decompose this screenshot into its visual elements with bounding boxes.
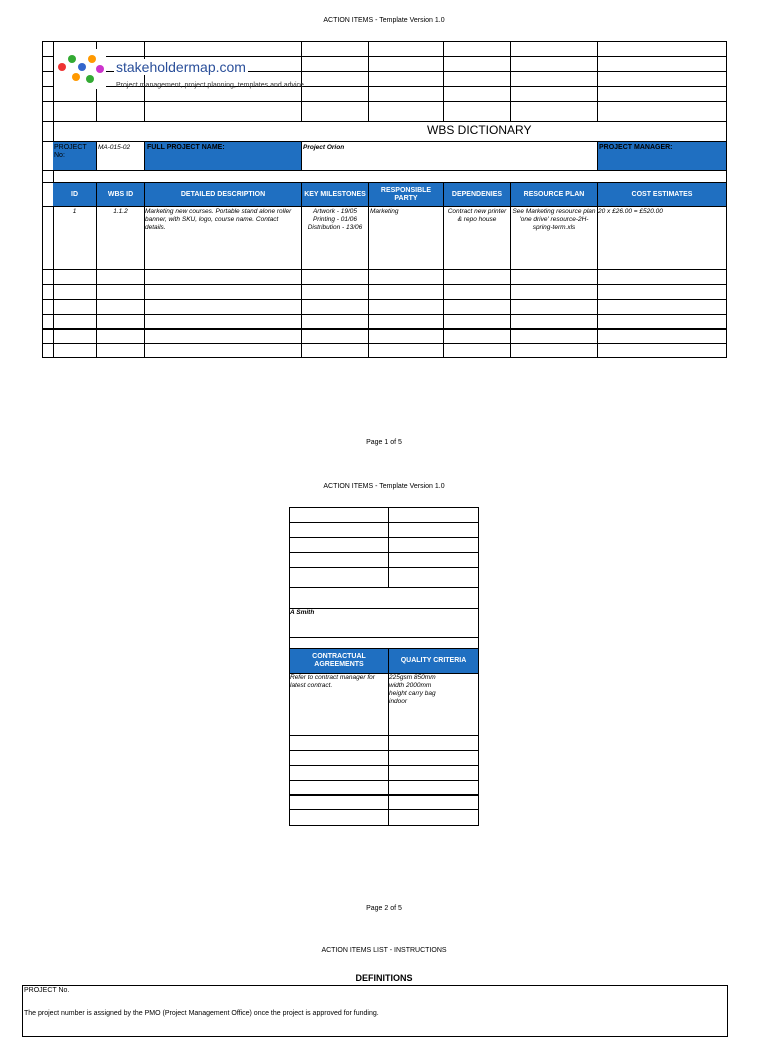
page-footer-2: Page 2 of 5 [366,905,402,912]
definitions-box [22,985,728,1037]
definitions-title: DEFINITIONS [355,973,413,983]
project-manager-label: PROJECT MANAGER: [597,142,726,170]
row1-id: 1 [72,208,77,215]
col-responsible: RESPONSIBLE PARTY [380,186,432,202]
quality-table [289,507,479,826]
name-value: A Smith [290,609,315,616]
full-project-name-value: Project Orion [303,144,345,151]
logo-icon [54,49,106,89]
col-dependencies: DEPENDENIES [451,190,503,198]
full-project-name-label: FULL PROJECT NAME: [145,142,301,170]
logo-text: stakeholdermap.com [116,59,246,75]
row1-resource-plan: See Marketing resource plan 'one drive' resource-2H-spring-term.xls [512,208,596,231]
project-no-value: MA-015-02 [98,144,131,151]
col-resource-plan: RESOURCE PLAN [523,190,585,198]
row1-wbs-id: 1.1.2 [113,208,128,215]
project-no-definition: The project number is assigned by the PMO (Project Management Office) once the project is approved for funding. [24,1010,379,1017]
wbs-table [42,41,727,358]
page-title: WBS DICTIONARY [427,123,532,137]
page-header: ACTION ITEMS - Template Version 1.0 [323,17,445,24]
tagline: Project management, project planning, templates and advice [116,82,304,89]
row1-milestones: Artwork - 19/05 Printing - 01/06 Distribution - 13/06 [307,208,363,231]
row1-dependencies: Contract new printer & repo house [447,208,507,223]
page-footer-1: Page 1 of 5 [366,439,402,446]
quality-value: 225gsm 850mm width 2000mm height carry bag indoor [389,674,436,705]
row1-party: Marketing [370,208,399,215]
contractual-value: Refer to contract manager for latest contract. [290,674,375,689]
row1-cost: 20 x £26.00 = £520.00 [598,208,663,215]
col-cost: COST ESTIMATES [631,190,693,198]
col-description: DETAILED DESCRIPTION [180,190,266,198]
project-no-label: PROJECT No: [53,142,96,170]
row1-description: Marketing new courses. Portable stand alone roller banner, with SKU, logo, course name. Contact details. [145,208,292,231]
col-milestones: KEY MILESTONES [304,190,366,198]
col-id: ID [71,190,78,198]
page2-header: ACTION ITEMS - Template Version 1.0 [323,483,445,490]
col-wbs-id: WBS ID [107,190,134,198]
col-contractual: CONTRACTUAL AGREEMENTS [312,653,366,668]
project-no-heading: PROJECT No. [24,987,70,994]
page3-header: ACTION ITEMS LIST - INSTRUCTIONS [321,947,447,954]
col-quality: QUALITY CRITERIA [400,657,467,664]
